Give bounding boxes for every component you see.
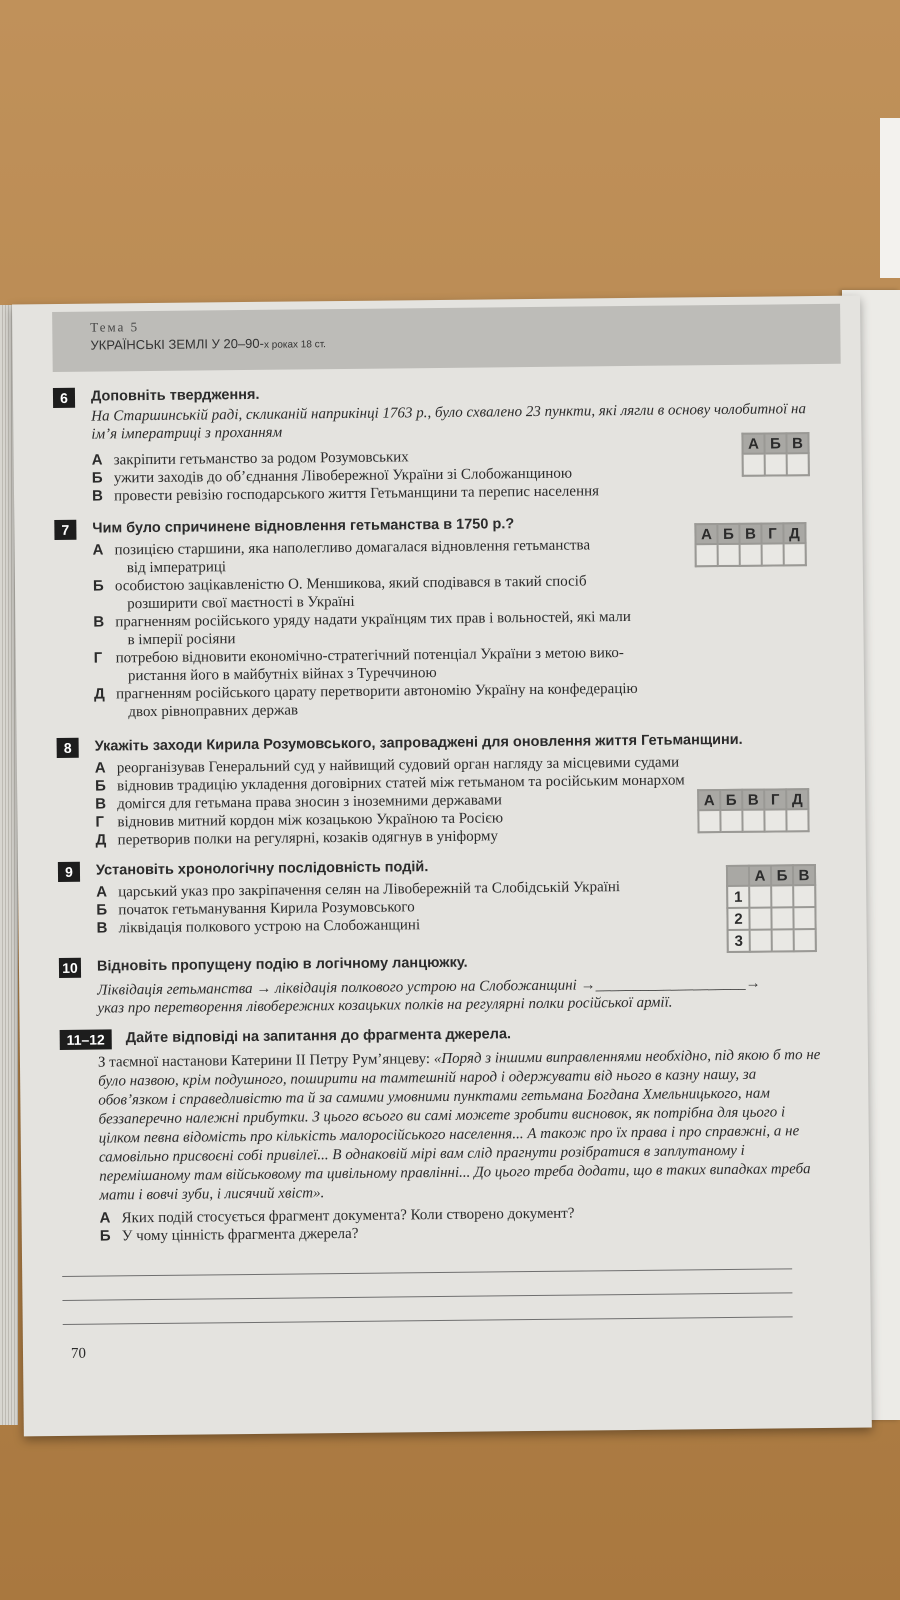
question-number: 6 [53,388,75,408]
question-number: 9 [58,862,80,882]
source-intro: З таємної настанови Катерини ІІ Петру Рум’янцеву: [97,1051,434,1071]
question-number: 11–12 [60,1029,112,1050]
answer-cell[interactable] [749,908,771,930]
answer-cell[interactable] [742,810,764,832]
question-number: 8 [57,738,79,758]
answer-option: А реорганізував Генеральний суд у найвищий судовий орган нагляду за місцевими судами [94,754,680,777]
question-title: Укажіть заходи Кирила Розумовського, запроваджені для оновлення життя Гетьманщини. [94,731,743,755]
answer-cell[interactable] [772,929,794,951]
answer-cell[interactable] [793,885,815,907]
question-number: 10 [59,958,81,978]
theme-title-sub: х роках 18 ст. [263,339,327,351]
answer-option: А царський указ про закріпачення селян на Лівобережній та Слобідській Україні [96,879,621,901]
source-question: Б У чому цінність фрагмента джерела? [99,1225,359,1245]
source-text [98,1046,830,1206]
answer-cell[interactable] [771,907,793,929]
answer-cell[interactable] [793,907,815,929]
answer-cell[interactable] [720,810,742,832]
answer-cell[interactable] [786,809,808,831]
answer-cell[interactable] [698,810,720,832]
question-8 [57,730,827,849]
question-title: Дайте відповіді на запитання до фрагмента джерела. [125,1026,512,1047]
answer-option: Д прагненням російського царату перетворити автономію Україну на конфедерацію двох рівноправних держав [94,680,638,721]
answer-cell[interactable] [771,885,793,907]
theme-title-main: УКРАЇНСЬКІ ЗЕМЛІ У 20–90- [90,335,265,353]
answer-option: В прагненням російського уряду надати українцям тих прав і вольностей, які мали в імперії росіяни [93,608,631,649]
answer-option: А закріпити гетьманство за родом Розумовських [91,449,409,469]
page-number: 70 [70,1345,87,1362]
answer-line[interactable] [62,1268,792,1277]
answer-option: В домігся для гетьмана права зносин з іноземними державами [95,792,502,813]
answer-option: Г відновив митний кордон між козацькою Україною та Росією [95,810,504,831]
question-title: Доповніть твердження. [90,386,260,405]
blank-field[interactable]: ____________________ [595,975,746,994]
answer-option: А позицією старшини, яка наполегливо домагалася відновлення гетьманства від імператриці [92,537,591,577]
answer-line[interactable] [63,1316,793,1325]
answer-cell[interactable] [764,809,786,831]
chain-line-1: Ліквідація гетьманства → ліквідація полкового устрою на Слобожанщині →____________________→ [97,975,761,999]
answer-option: Б ужити заходів до об’єднання Лівобережної України зі Слобожанщиною [91,465,573,487]
answer-option: Б особистою зацікавленістю О. Меншикова, який сподівався в такий спосіб розширити свої маєтності в Україні [92,573,587,613]
question-title: Установіть хронологічну послідовність подій. [95,859,429,879]
answer-cell[interactable] [718,544,740,566]
answer-cell[interactable] [750,930,772,952]
answer-option: В провести ревізію господарського життя Гетьманщини та перепис населення [91,483,600,505]
source-quote: «Поряд з іншими виправленнями необхідно, під якою б то не було назвою, крім подушного, поширити на тамтешній народ і одержувати від нього в казну нашу, за обов’язком і справедливістю та й за самими умовними пунктами гетьмана Богдана Хмельницького, нам беззаперечно належні прибутки. З цього всього ви самі можете зробити висновок, як потрібна для цього і цілком певна відомість про кількість малоросійського населення... А також про їх права і про справжні, а не самовільно присвоєні собі привілеї... В однаковій мірі вам слід прагнути розібратися в заплутаному і перемішаному там військовому та цивільному правлінні... До цього треба додати, що в таких випадках треба мати і вовчі зуби, і лисячий хвіст». [98,1047,821,1204]
answer-grid: А Б В [741,432,809,477]
sequence-grid: А Б В 1 2 3 [726,864,817,953]
question-stem: На Старшинській раді, скликаній наприкінці 1763 р., було схвалено 23 пункти, які лягли в основу чолобитної на ім’я імператриці з проханням [91,401,806,443]
answer-option: В ліквідація полкового устрою на Слобожанщині [96,917,421,937]
answer-cell[interactable] [743,454,765,476]
answer-option: Г потребою відновити економічно-стратегічний потенціал України з метою вико- ристання його в майбутніх війнах з Туреччиною [93,645,624,685]
answer-cell[interactable] [740,544,762,566]
question-7 [54,512,824,721]
theme-label: Тема 5 [90,319,140,335]
source-question: А Яких подій стосується фрагмент документа? Коли створено документ? [99,1205,575,1227]
theme-title [90,335,326,352]
answer-option: Б відновив традицію укладення договірних статей між гетьманом та російським монархом [94,772,685,795]
question-9 [58,854,828,950]
question-title: Чим було спричинене відновлення гетьманства в 1750 р.? [92,516,515,537]
question-10 [59,950,829,1017]
answer-cell[interactable] [784,543,806,565]
question-11-12 [60,1022,830,1245]
answer-cell[interactable] [749,886,771,908]
question-title: Відновіть пропущену подію в логічному ланцюжку. [96,954,468,975]
answer-grid: А Б В Г Д [694,522,806,567]
loose-sheet [880,118,900,278]
answer-option: Б початок гетьманування Кирила Розумовського [96,899,415,919]
question-number: 7 [54,520,76,540]
answer-cell[interactable] [765,453,787,475]
answer-cell[interactable] [762,543,784,565]
answer-cell[interactable] [794,929,816,951]
answer-cell[interactable] [787,453,809,475]
answer-line[interactable] [62,1292,792,1301]
answer-cell[interactable] [696,544,718,566]
question-6 [53,380,823,505]
chain-line-2: указ про перетворення лівобережних козацьких полків на регулярні полки російської армії. [97,994,673,1017]
answer-grid: А Б В Г Д [697,788,809,833]
workbook-page [12,296,872,1437]
answer-option: Д перетворив полки на регулярні, козаків одягнув в уніформу [95,828,499,849]
